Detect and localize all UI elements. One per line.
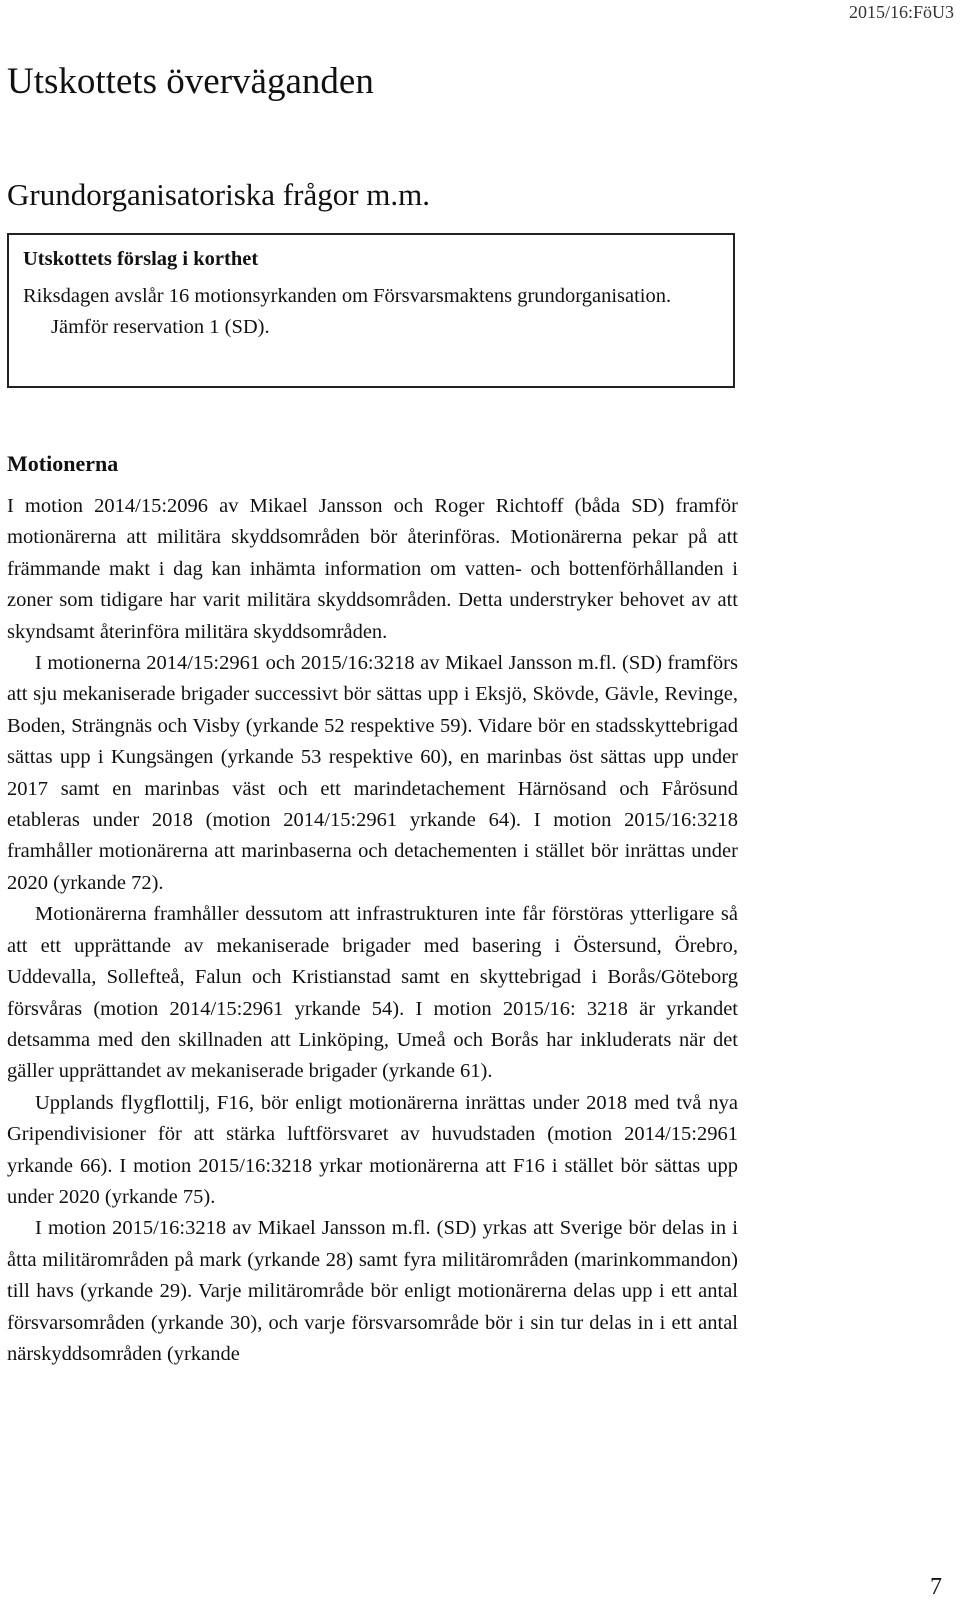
paragraph: I motion 2015/16:3218 av Mikael Jansson m.fl. (SD) yrkas att Sverige bör delas in i åtta militärområden på mark (yrkande 28) samt fyra militärområden (marinkommandon) till havs (yrkande 29). Varje militärområde bör enligt motionärerna delas upp i ett antal försvarsområden (yrkande 30), och varje försvarsområde bör i sin tur delas in i ett antal närskyddsområden (yrkande: [7, 1217, 738, 1365]
document-id: 2015/16:FöU3: [848, 2, 954, 22]
summary-text: Riksdagen avslår 16 motionsyrkanden om Försvarsmaktens grundorganisation.: [23, 285, 672, 307]
section-heading: Motionerna: [7, 451, 119, 476]
paragraph: I motion 2014/15:2096 av Mikael Jansson och Roger Richtoff (båda SD) framför motionärerna att militära skyddsområden bör återinföras. Motionärerna pekar på att främmande makt i dag kan inhämta information om vatten- och bottenförhållanden i zoner som tidigare har varit militära skyddsområden. Detta understryker behovet av att skyndsamt återinföra militära skyddsområden.: [7, 495, 738, 643]
section-title: Grundorganisatoriska frågor m.m.: [7, 177, 430, 212]
summary-reference: Jämför reservation 1 (SD).: [51, 316, 270, 338]
paragraph: I motionerna 2014/15:2961 och 2015/16:3218 av Mikael Jansson m.fl. (SD) framförs att sju mekaniserade brigader successivt bör sättas upp i Eksjö, Skövde, Gävle, Revinge, Boden, Strängnäs och Visby (yrkande 52 respektive 59). Vidare bör en stadsskyttebrigad sättas upp i Kungsängen (yrkande 53 respektive 60), en marinbas öst sättas upp under 2017 samt en marinbas väst och ett marindetachement Härnösand och Fårösund etableras under 2018 (motion 2014/15:2961 yrkande 64). I motion 2015/16:3218 framhåller motionärerna att marinbaserna och detachementen i stället bör inrättas under 2020 (yrkande 72).: [7, 652, 738, 894]
page-number: 7: [930, 1574, 942, 1600]
page-title: Utskottets överväganden: [7, 61, 374, 102]
summary-box: [7, 233, 735, 388]
paragraph: Motionärerna framhåller dessutom att infrastrukturen inte får förstöras ytterligare så att ett upprättande av mekaniserade brigader med basering i Östersund, Örebro, Uddevalla, Sollefteå, Falun och Kristianstad samt en skyttebrigad i Borås/Göteborg försvåras (motion 2014/15:2961 yrkande 54). I motion 2015/16: 3218 är yrkandet detsamma med den skillnaden att Linköping, Umeå och Borås har inkluderats när det gäller upprättandet av mekaniserade brigader (yrkande 61).: [7, 903, 738, 1083]
body-text: [7, 491, 738, 1370]
summary-heading: Utskottets förslag i korthet: [23, 248, 259, 270]
paragraph: Upplands flygflottilj, F16, bör enligt motionärerna inrättas under 2018 med två nya Gripendivisioner för att stärka luftförsvaret av huvudstaden (motion 2014/15:2961 yrkande 66). I motion 2015/16:3218 yrkar motionärerna att F16 i stället bör sättas upp under 2020 (yrkande 75).: [7, 1091, 738, 1208]
